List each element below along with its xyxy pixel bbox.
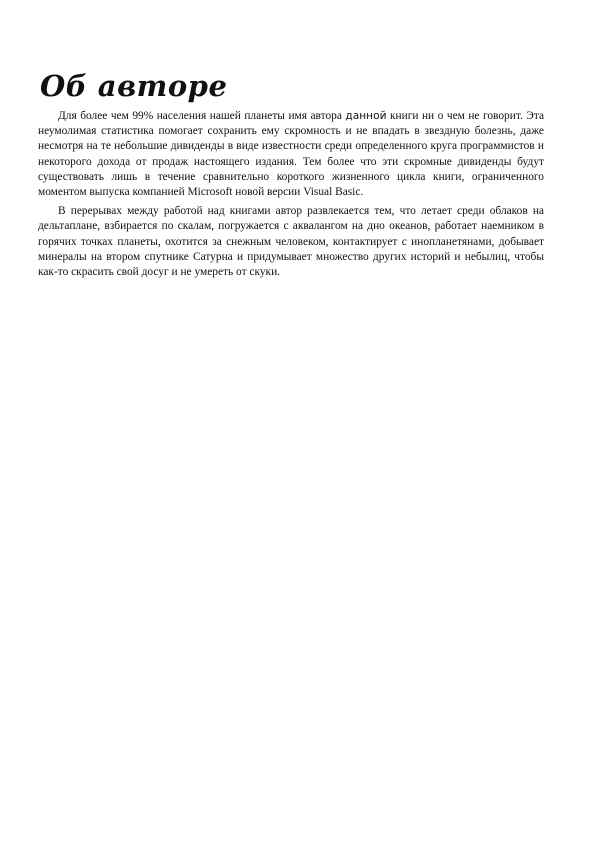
page-title: Об авторе bbox=[40, 69, 228, 103]
paragraph-1-text-end: книги ни о чем не говорит. Эта неумолимая статистика помогает сохранить ему скромность и не впадать в звездную болезнь, даже несмотря на те небольшие дивиденды в виде известности среди определенного круга программистов и некоторого дохода от продаж настоящего издания. Тем более что эти скромные дивиденды будут существовать лишь в течение сравнительно короткого жизненного цикла книги, ограниченного моментом выпуска компанией Microsoft новой версии Visual Basic. bbox=[38, 110, 545, 199]
paragraph-1-highlighted-word: данной bbox=[345, 110, 387, 122]
paragraph-1-text-start: Для более чем 99% населения нашей планеты имя автора bbox=[58, 110, 346, 122]
body-text bbox=[38, 109, 544, 280]
paragraph-2: В перерывах между работой над книгами автор развлекается тем, что летает среди облаков на дельтаплане, взбирается по скалам, погружается с аквалангом на дно океанов, работает наемником в горячих точках планеты, охотится за снежным человеком, контактирует с инопланетянами, добывает минералы на втором спутнике Сатурна и придумывает множество других историй и небылиц, чтобы как-то скрасить свой досуг и не умереть от скуки. bbox=[38, 205, 544, 279]
paragraph-1 bbox=[38, 109, 544, 200]
